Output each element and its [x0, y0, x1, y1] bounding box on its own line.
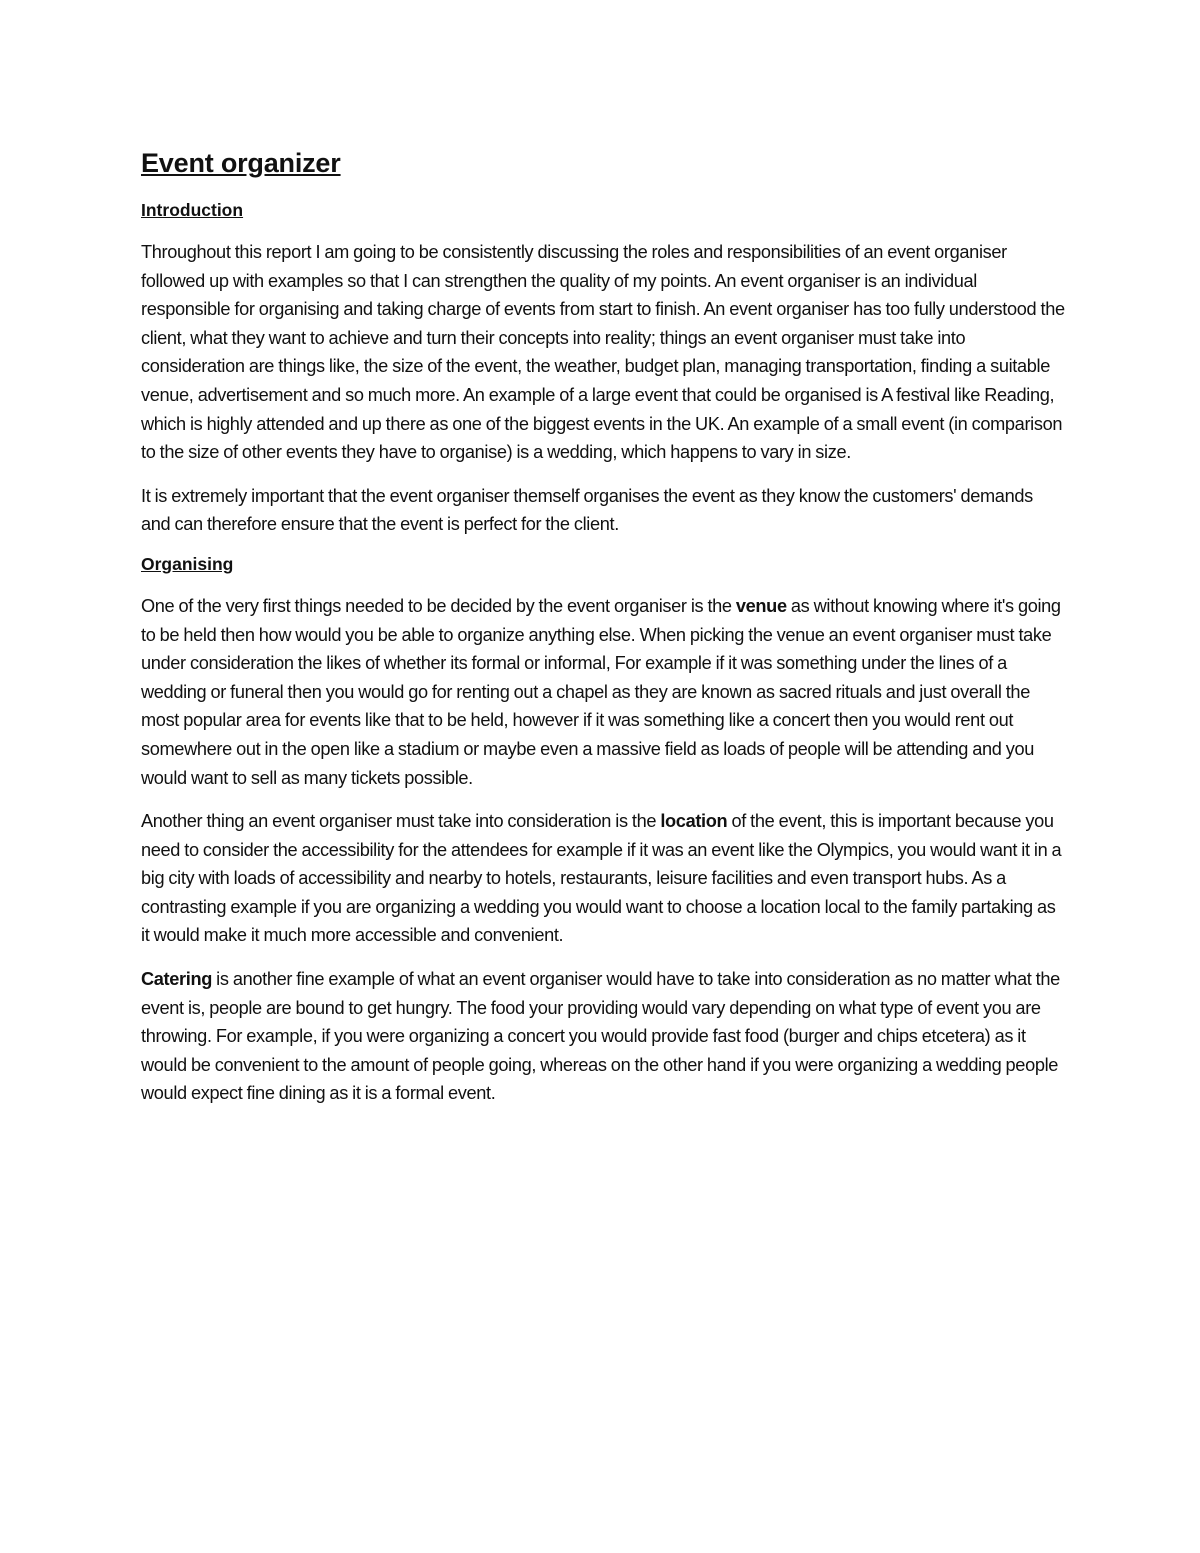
heading-organising: Organising	[141, 553, 234, 574]
paragraph-catering	[141, 965, 1066, 1108]
document-body	[141, 145, 1066, 1108]
paragraph-location	[141, 807, 1066, 950]
paragraph-venue-text-end: as without knowing where it's going to be held then how would you be able to organize anything else. When picking the venue an event organiser must take under consideration the likes of whether its formal or informal, For example if it was something under the lines of a wedding or funeral then you would go for renting out a chapel as they are known as sacred rituals and just overall the most popular area for events like that to be held, however if it was something like a concert then you would rent out somewhere out in the open like a stadium or maybe even a massive field as loads of people will be attending and you would want to sell as many tickets possible.	[141, 595, 1061, 788]
heading-introduction: Introduction	[141, 200, 244, 220]
paragraph-venue-text-start: One of the very first things needed to be decided by the event organiser is the	[141, 595, 736, 616]
keyword-location: location	[660, 811, 728, 832]
paragraph-venue	[141, 592, 1066, 792]
paragraph-catering-text: is another fine example of what an event organiser would have to take into consideration as no matter what the event is, people are bound to get hungry. The food your providing would vary depending on what type of event you are throwing. For example, if you were organizing a concert you would provide fast food (burger and chips etcetera) as it would be convenient to the amount of people going, whereas on the other hand if you were organizing a wedding people would expect fine dining as it is a formal event.	[141, 969, 1060, 1104]
paragraph-introduction-1: Throughout this report I am going to be consistently discussing the roles and responsibilities of an event organiser followed up with examples so that I can strengthen the quality of my points. An event organiser is an individual responsible for organising and taking charge of events from start to finish. An event organiser has too fully understood the client, what they want to achieve and turn their concepts into reality; things an event organiser must take into consideration are things like, the size of the event, the weather, budget plan, managing transportation, finding a suitable venue, advertisement and so much more. An example of a large event that could be organised is A festival like Reading, which is highly attended and up there as one of the biggest events in the UK. An example of a small event (in comparison to the size of other events they have to organise) is a wedding, which happens to vary in size.	[141, 242, 1065, 463]
keyword-catering: Catering	[141, 969, 212, 990]
paragraph-location-text-end: of the event, this is important because you need to consider the accessibility for the attendees for example if it was an event like the Olympics, you would want it in a big city with loads of accessibility and nearby to hotels, restaurants, leisure facilities and even transport hubs. As a contrasting example if you are organizing a wedding you would want to choose a location local to the family partaking as it would make it much more accessible and convenient.	[141, 811, 1062, 946]
document-title: Event organizer	[141, 148, 341, 178]
keyword-venue: venue	[735, 595, 787, 616]
paragraph-introduction-2: It is extremely important that the event organiser themself organises the event as they know the customers' demands and can therefore ensure that the event is perfect for the client.	[141, 485, 1033, 535]
paragraph-location-text-start: Another thing an event organiser must take into consideration is the	[141, 811, 661, 832]
